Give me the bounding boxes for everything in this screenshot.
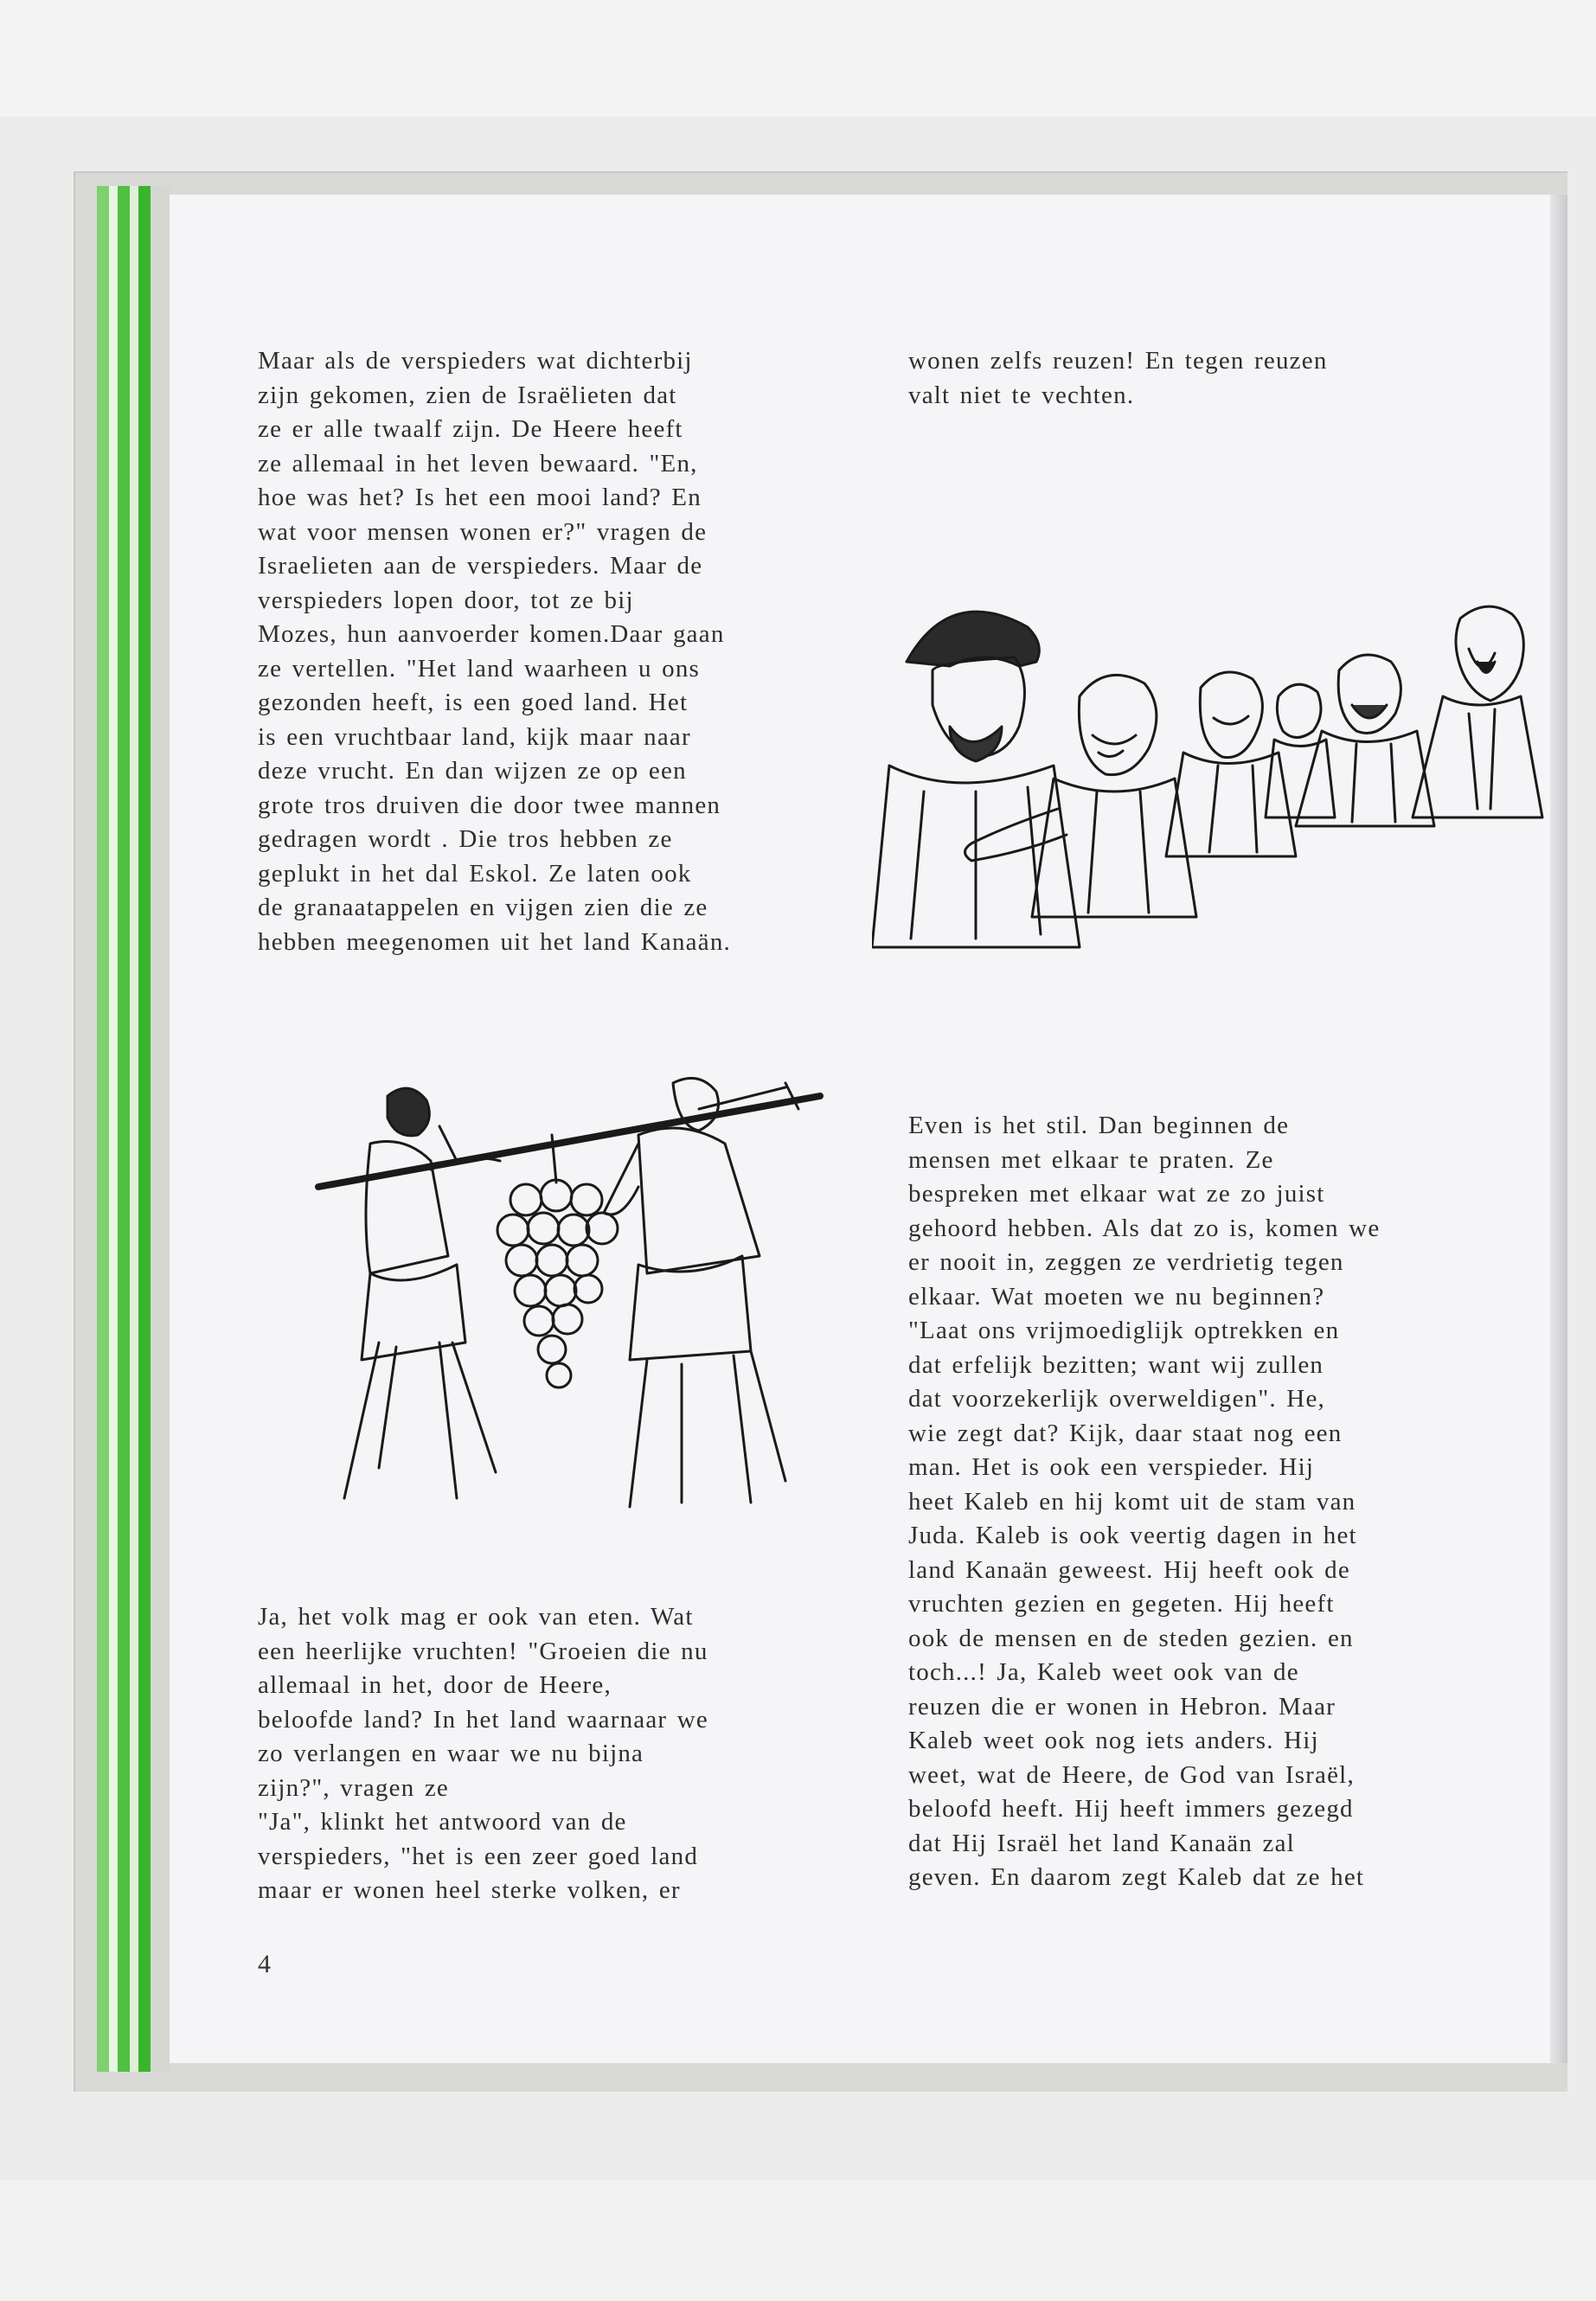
page-number: 4 bbox=[258, 1950, 271, 1978]
page-edge-light bbox=[109, 186, 118, 2072]
crowd-of-people-illustration bbox=[872, 567, 1555, 956]
two-men-carrying-grapes-illustration bbox=[266, 1057, 837, 1520]
page-edge-green bbox=[118, 186, 130, 2072]
text-column-left-bottom: Ja, het volk mag er ook van eten. Wat een heerlijke vruchten! "Groeien die nu allemaal in het, door de Heere, beloofde land? In het land waarnaar we zo verlangen en waar we nu bijna zijn?", vragen ze "Ja", klinkt het antwoord van de verspieders, "het is een zeer goed land maar er wonen heel sterke volken, er bbox=[258, 1603, 708, 1904]
page-edge-green bbox=[138, 186, 151, 2072]
page-shadow bbox=[1550, 195, 1567, 2063]
backdrop-top bbox=[0, 0, 1596, 117]
text-column-right-main: Even is het stil. Dan beginnen de mensen met elkaar te praten. Ze bespreken met elkaar wat ze zo juist gehoord hebben. Als dat zo is, komen we er nooit in, zeggen ze verdrietig tegen elkaar. Wat moeten we nu beginnen? "Laat ons vrijmoediglijk optrekken en dat erfelijk bezitten; want wij zullen dat voorzekerlijk overweldigen". He, wie zegt dat? Kijk, daar staat nog een man. Het is ook een verspieder. Hij heet Kaleb en hij komt uit de stam van Juda. Kaleb is ook veertig dagen in het land Kanaän geweest. Hij heeft ook de vruchten gezien en gegeten. Hij heeft ook de mensen en de steden gezien. en toch...! Ja, Kaleb weet ook van de reuzen die er wonen in Hebron. Maar Kaleb weet ook nog iets anders. Hij weet, wat de Heere, de God van Israël, beloofd heeft. Hij heeft immers gezegd dat Hij Israël het land Kanaän zal geven. En daarom zegt Kaleb dat ze het bbox=[908, 1112, 1381, 1891]
page-edge-light bbox=[130, 186, 138, 2072]
backdrop-bottom bbox=[0, 2180, 1596, 2301]
text-column-right-top: wonen zelfs reuzen! En tegen reuzen valt niet te vechten. bbox=[908, 347, 1328, 409]
page-gutter bbox=[151, 186, 170, 2072]
text-column-left-top: Maar als de verspieders wat dichterbij zijn gekomen, zien de Israëlieten dat ze er alle twaalf zijn. De Heere heeft ze allemaal in het leven bewaard. "En, hoe was het? Is het een mooi land? En wat voor mensen wonen er?" vragen de Israelieten aan de verspieders. Maar de verspieders lopen door, tot ze bij Mozes, hun aanvoerder komen.Daar gaan ze vertellen. "Het land waarheen u ons gezonden heeft, is een goed land. Het is een vruchtbaar land, kijk maar naar deze vrucht. En dan wijzen ze op een grote tros druiven die door twee mannen gedragen wordt . Die tros hebben ze geplukt in het dal Eskol. Ze laten ook de granaatappelen en vijgen zien die ze hebben meegenomen uit het land Kanaän. bbox=[258, 347, 731, 956]
page-edge-green bbox=[97, 186, 109, 2072]
